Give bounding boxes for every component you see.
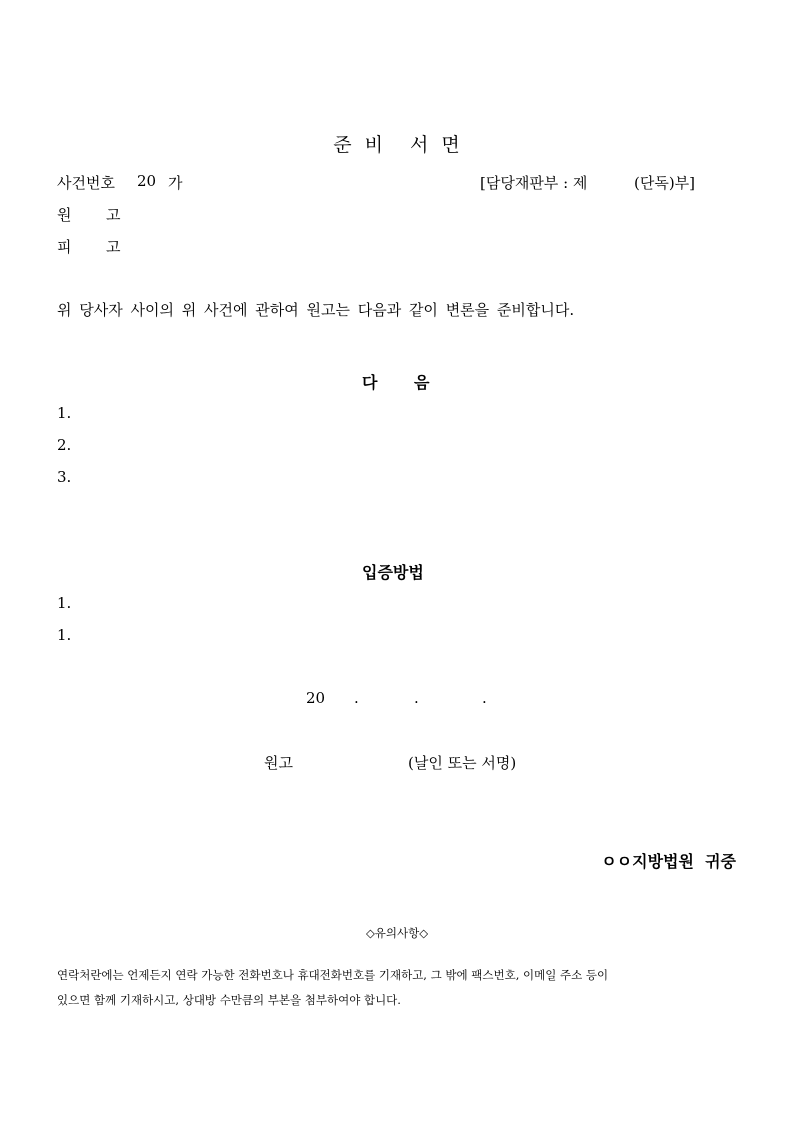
section-heading-b: 음 <box>414 373 430 392</box>
date-dot: . <box>482 689 487 707</box>
court-dept-suffix: (단독)부] <box>634 174 696 192</box>
notice-heading: ◇유의사항◇ <box>365 926 429 940</box>
document-title <box>0 130 794 157</box>
list-item: 1. <box>57 404 72 422</box>
seal-label: (날인 또는 서명) <box>408 754 517 772</box>
date-dot: . <box>354 689 359 707</box>
signature-label: 원고 <box>264 754 293 772</box>
defendant-label-b: 고 <box>106 238 121 256</box>
case-year: 20 <box>137 172 157 190</box>
title-char: 서 <box>410 134 430 156</box>
title-char: 면 <box>441 134 461 156</box>
list-item: 2. <box>57 436 72 454</box>
title-char: 비 <box>364 134 384 156</box>
list-item: 1. <box>57 594 72 612</box>
title-char: 준 <box>333 134 353 156</box>
section-heading-a: 다 <box>362 373 378 392</box>
notice-line: 연락처란에는 언제든지 연락 가능한 전화번호나 휴대전화번호를 기재하고, 그 밖에 팩스번호, 이메일 주소 등이 <box>57 968 609 982</box>
defendant-label-a: 피 <box>57 238 72 256</box>
case-number-label: 사건번호 <box>57 174 115 192</box>
intro-text: 위 당사자 사이의 위 사건에 관하여 원고는 다음과 같이 변론을 준비합니다. <box>57 301 575 319</box>
court-name: ㅇㅇ지방법원 귀중 <box>601 852 736 871</box>
evidence-heading: 입증방법 <box>362 563 424 582</box>
case-type: 가 <box>168 174 183 192</box>
notice-line: 있으면 함께 기재하시고, 상대방 수만큼의 부본을 첨부하여야 합니다. <box>57 993 401 1007</box>
court-dept: [담당재판부 : 제 <box>480 174 588 192</box>
plaintiff-label-b: 고 <box>106 206 121 224</box>
date-year: 20 <box>306 689 326 707</box>
list-item: 3. <box>57 468 72 486</box>
list-item: 1. <box>57 626 72 644</box>
plaintiff-label-a: 원 <box>57 206 72 224</box>
date-dot: . <box>414 689 419 707</box>
